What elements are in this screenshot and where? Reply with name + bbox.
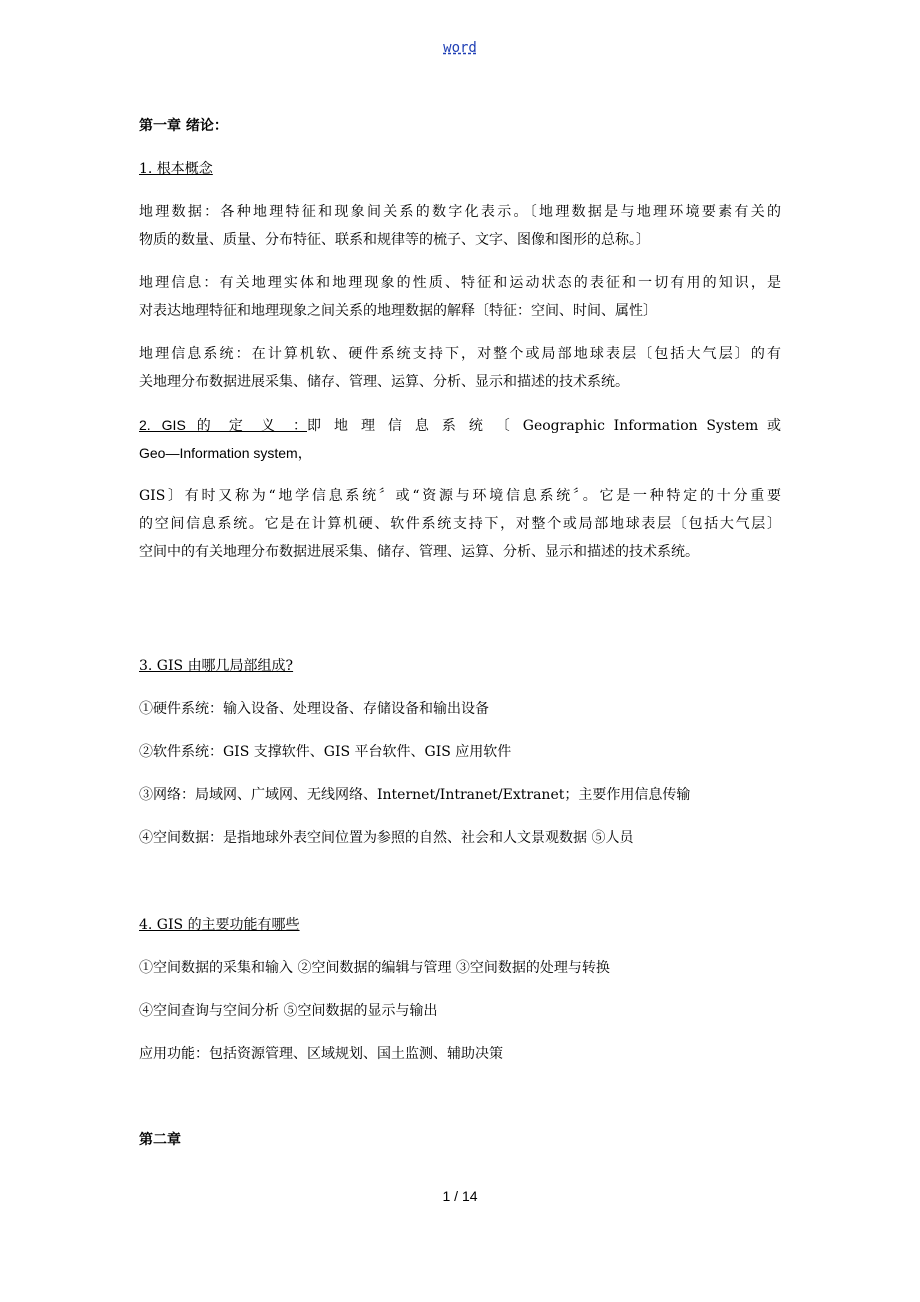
section-4-item-2: ④空间查询与空间分析 ⑤空间数据的显示与输出 (139, 1003, 438, 1019)
paragraph-geo-data-line-2: 物质的数量、质量、分布特征、联系和规律等的梳子、文字、图像和图形的总称。〕 (139, 232, 650, 248)
chapter-1-title: 第一章 绪论： (139, 118, 228, 134)
page-header: word (443, 40, 477, 56)
section-2-line-2: Geo—Information system， (139, 445, 312, 461)
section-3-heading: 3. GIS 由哪几局部组成? (139, 658, 294, 674)
paragraph-geo-data-line-1: 地理数据：各种地理特征和现象间关系的数字化表示。〔地理数据是与地理环境要素有关的 (139, 204, 781, 220)
section-2-line-4: 的空间信息系统。它是在计算机硬、软件系统支持下，对整个或局部地球表层〔包括大气层〕 (139, 516, 781, 532)
section-3-item-4: ④空间数据：是指地球外表空间位置为参照的自然、社会和人文景观数据 ⑤人员 (139, 830, 634, 846)
paragraph-geo-info-line-1: 地理信息：有关地理实体和地理现象的性质、特征和运动状态的表征和一切有用的知识，是 (139, 275, 781, 291)
chapter-2-title: 第二章 (139, 1132, 181, 1148)
section-3-item-1: ①硬件系统：输入设备、处理设备、存储设备和输出设备 (139, 701, 489, 717)
section-4-item-1: ①空间数据的采集和输入 ②空间数据的编辑与管理 ③空间数据的处理与转换 (139, 960, 610, 976)
paragraph-gis-line-2: 关地理分布数据进展采集、储存、管理、运算、分析、显示和描述的技术系统。 (139, 374, 629, 390)
section-2-definition-start: 即 地 理 信 息 系 统 〔 Geographic Information System 或 (307, 418, 781, 434)
section-2-line-5: 空间中的有关地理分布数据进展采集、储存、管理、运算、分析、显示和描述的技术系统。 (139, 544, 699, 560)
section-2-label: 2. GIS 的 定 义 ： (139, 417, 307, 433)
page-number: 1 / 14 (442, 1188, 478, 1204)
section-2-heading-line (139, 415, 781, 436)
section-3-item-2: ②软件系统：GIS 支撑软件、GIS 平台软件、GIS 应用软件 (139, 744, 512, 760)
section-2-line-3: GIS〕有时又称为“地学信息系统〞或“资源与环境信息系统〞。它是一种特定的十分重要 (139, 488, 781, 504)
paragraph-geo-info-line-2: 对表达地理特征和地理现象之间关系的地理数据的解释〔特征：空间、时间、属性〕 (139, 303, 657, 319)
paragraph-gis-line-1: 地理信息系统：在计算机软、硬件系统支持下，对整个或局部地球表层〔包括大气层〕的有 (139, 346, 781, 362)
section-4-heading: 4. GIS 的主要功能有哪些 (139, 917, 300, 933)
section-4-item-3: 应用功能：包括资源管理、区域规划、国土监测、辅助决策 (139, 1046, 503, 1062)
section-3-item-3: ③网络：局域网、广域网、无线网络、Internet/Intranet/Extranet；主要作用信息传输 (139, 787, 691, 803)
section-1-heading: 1. 根本概念 (139, 161, 213, 177)
